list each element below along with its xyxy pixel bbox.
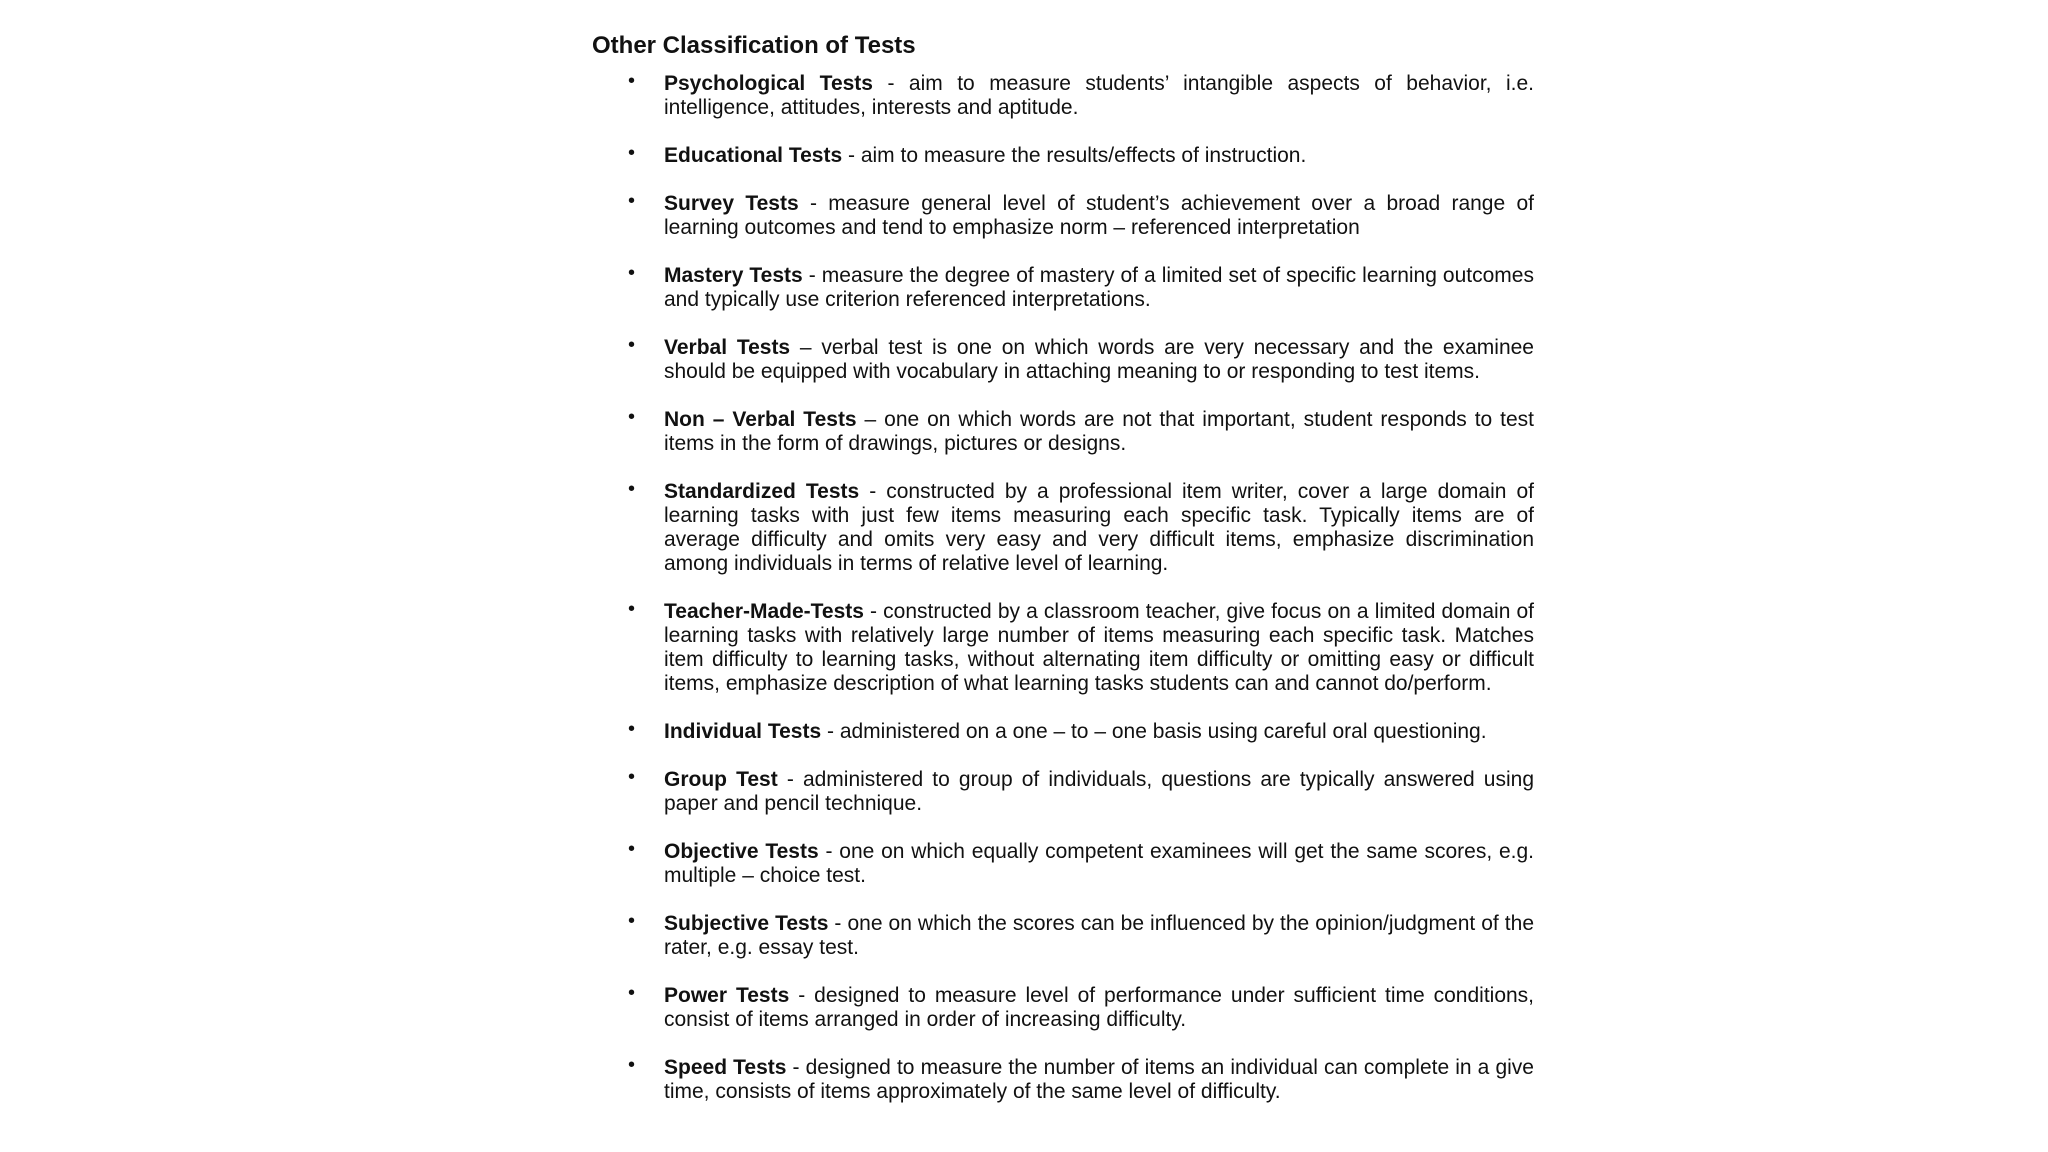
bullet-icon: • — [628, 334, 636, 356]
bullet-icon: • — [628, 766, 636, 788]
bullet-icon: • — [628, 838, 636, 860]
bullet-icon: • — [628, 70, 636, 92]
item-term: Survey Tests — [664, 192, 799, 215]
bullet-icon: • — [628, 982, 636, 1004]
item-term: Non – Verbal Tests — [664, 408, 857, 431]
list-item — [592, 912, 1534, 960]
list-item — [592, 72, 1534, 120]
list-item — [592, 720, 1534, 744]
list-item — [592, 480, 1534, 576]
item-term: Mastery Tests — [664, 264, 803, 287]
item-description: - measure the degree of mastery of a limited set of specific learning outcomes and typically use criterion referenced interpretations. — [664, 264, 1534, 311]
item-term: Subjective Tests — [664, 912, 829, 935]
item-term: Teacher-Made-Tests — [664, 600, 864, 623]
item-description: - constructed by a classroom teacher, give focus on a limited domain of learning tasks with relatively large number of items measuring each specific task. Matches item difficulty to learning tasks, without alternating item difficulty or omitting easy or difficult items, emphasize description of what learning tasks students can and cannot do/perform. — [664, 600, 1534, 695]
bullet-icon: • — [628, 718, 636, 740]
list-item — [592, 984, 1534, 1032]
item-term: Group Test — [664, 768, 778, 791]
bullet-icon: • — [628, 1054, 636, 1076]
page-title: Other Classification of Tests — [592, 32, 916, 59]
item-term: Psychological Tests — [664, 72, 873, 95]
bullet-icon: • — [628, 142, 636, 164]
list-item — [592, 336, 1534, 384]
item-description: - measure general level of student’s achievement over a broad range of learning outcomes and tend to emphasize norm – referenced interpretation — [664, 192, 1534, 239]
item-term: Verbal Tests — [664, 336, 791, 359]
list-item — [592, 1056, 1534, 1104]
item-description: - administered on a one – to – one basis using careful oral questioning. — [821, 720, 1487, 743]
item-description: - administered to group of individuals, questions are typically answered using paper and pencil technique. — [664, 768, 1534, 815]
list-item — [592, 840, 1534, 888]
item-term: Objective Tests — [664, 840, 819, 863]
item-description: - designed to measure level of performance under sufficient time conditions, consist of items arranged in order of increasing difficulty. — [664, 984, 1535, 1031]
test-classification-list — [592, 72, 1534, 1104]
document-page — [592, 30, 1534, 1128]
list-item — [592, 768, 1534, 816]
bullet-icon: • — [628, 190, 636, 212]
item-description: - one on which the scores can be influenced by the opinion/judgment of the rater, e.g. essay test. — [664, 912, 1534, 959]
item-term: Speed Tests — [664, 1056, 787, 1079]
item-description: - designed to measure the number of items an individual can complete in a give time, consists of items approximately of the same level of difficulty. — [664, 1056, 1534, 1103]
list-item — [592, 408, 1534, 456]
list-item — [592, 144, 1534, 168]
list-item — [592, 192, 1534, 240]
bullet-icon: • — [628, 262, 636, 284]
item-description: - one on which equally competent examinees will get the same scores, e.g. multiple – choice test. — [664, 840, 1534, 887]
item-description: – verbal test is one on which words are very necessary and the examinee should be equipped with vocabulary in attaching meaning to or responding to test items. — [664, 336, 1534, 383]
bullet-icon: • — [628, 910, 636, 932]
item-term: Educational Tests — [664, 144, 843, 167]
bullet-icon: • — [628, 598, 636, 620]
bullet-icon: • — [628, 406, 636, 428]
bullet-icon: • — [628, 478, 636, 500]
list-item — [592, 264, 1534, 312]
item-description: – one on which words are not that important, student responds to test items in the form of drawings, pictures or designs. — [664, 408, 1534, 455]
item-term: Standardized Tests — [664, 480, 860, 503]
item-term: Power Tests — [664, 984, 790, 1007]
item-description: - constructed by a professional item writer, cover a large domain of learning tasks with just few items measuring each specific task. Typically items are of average difficulty and omits very easy and very difficult items, emphasize discrimination among individuals in terms of relative level of learning. — [664, 480, 1534, 575]
list-item — [592, 600, 1534, 696]
item-term: Individual Tests — [664, 720, 822, 743]
item-description: - aim to measure students’ intangible aspects of behavior, i.e. intelligence, attitudes, interests and aptitude. — [664, 72, 1534, 119]
item-description: - aim to measure the results/effects of instruction. — [842, 144, 1307, 167]
